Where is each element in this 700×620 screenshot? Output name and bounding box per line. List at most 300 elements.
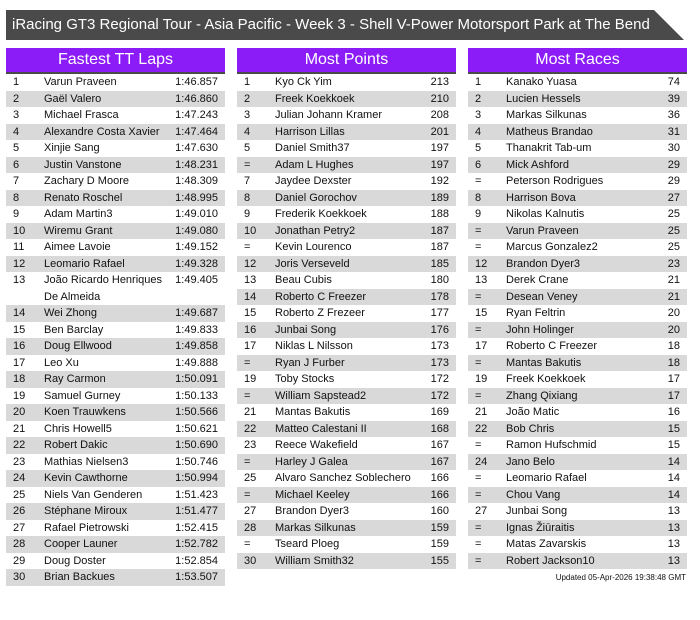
value-cell: 36 [667,109,680,121]
name-cell: Harrison Bova [506,191,576,204]
rank-cell: = [475,356,482,369]
rank-cell: 2 [13,92,20,105]
value-cell: 187 [430,224,449,237]
name-cell: Ramon Hufschmid [506,439,597,451]
value-cell: 29 [667,175,680,187]
value-cell: 16 [667,406,680,418]
value-cell: 27 [667,191,680,204]
name-cell: Freek Koekkoek [506,373,586,385]
name-cell: Adam Martin3 [44,208,113,220]
rank-cell: 5 [475,142,482,154]
name-cell: Cooper Launer [44,538,118,550]
name-cell: Toby Stocks [275,373,335,385]
rank-cell: 5 [244,142,251,154]
table-row [468,338,687,355]
rank-cell: 15 [475,307,488,319]
name-cell: Chris Howell5 [44,422,112,435]
rank-cell: 27 [244,505,257,517]
rank-cell: 28 [244,521,257,534]
name-cell: Wiremu Grant [44,224,113,237]
value-cell: 188 [430,208,449,220]
rank-cell: 17 [244,340,257,352]
table-row [468,388,687,405]
value-cell: 159 [430,521,449,534]
name-cell: Koen Trauwkens [44,406,126,418]
table-row [237,140,456,157]
rank-cell: 4 [475,125,482,138]
value-cell: 18 [667,356,680,369]
value-cell: 1:48.231 [175,158,218,171]
name-cell: Peterson Rodrigues [506,175,604,187]
name-cell: Matas Zavarskis [506,538,587,550]
table-row [237,107,456,124]
name-cell: Beau Cubis [275,274,332,286]
rank-cell: 10 [244,224,257,237]
rank-cell: 21 [475,406,488,418]
table-row [6,140,225,157]
name-cell: Wei Zhong [44,307,97,319]
value-cell: 208 [430,109,449,121]
name-cell: João Ricardo Henriques De Almeida [44,274,163,303]
table-row [237,157,456,174]
value-cell: 13 [667,538,680,550]
value-cell: 13 [667,521,680,534]
name-cell: Mick Ashford [506,158,569,171]
table-row [237,74,456,91]
value-cell: 1:50.621 [175,422,218,435]
rank-cell: 24 [13,472,26,484]
updated-timestamp: Updated 05-Apr-2026 19:38:48 GMT [555,573,686,582]
rank-cell: 22 [13,439,26,451]
table-row [237,371,456,388]
value-cell: 169 [430,406,449,418]
value-cell: 1:49.328 [175,257,218,270]
name-cell: Junbai Song [506,505,568,517]
name-cell: Daniel Gorochov [275,191,357,204]
table-row [468,74,687,91]
table-row [468,454,687,471]
value-cell: 39 [667,92,680,105]
table-row [468,470,687,487]
name-cell: Niels Van Genderen [44,488,143,501]
table-row [468,91,687,108]
table-row [468,322,687,339]
rank-cell: = [244,241,251,253]
value-cell: 210 [430,92,449,105]
table-row [237,355,456,372]
most-points-table [237,48,456,569]
table-row [468,140,687,157]
table-row [237,404,456,421]
table-row [237,256,456,273]
rank-cell: = [475,323,482,336]
name-cell: Desean Veney [506,290,578,303]
rank-cell: 8 [13,191,20,204]
name-cell: Mantas Bakutis [275,406,351,418]
name-cell: Junbai Song [275,323,337,336]
rank-cell: 11 [13,241,25,253]
value-cell: 20 [667,323,680,336]
value-cell: 13 [667,554,680,567]
table-row [468,371,687,388]
value-cell: 155 [430,554,449,567]
name-cell: Brandon Dyer3 [506,257,580,270]
name-cell: Doug Doster [44,554,106,567]
table-row [237,239,456,256]
table-row [468,256,687,273]
table-row [468,107,687,124]
name-cell: Niklas L Nilsson [275,340,353,352]
rank-cell: 6 [13,158,20,171]
rank-cell: 12 [475,257,488,270]
table-row [237,173,456,190]
name-cell: Leo Xu [44,356,79,369]
rank-cell: 24 [475,455,488,468]
table-row [468,553,687,570]
name-cell: Marcus Gonzalez2 [506,241,598,253]
rank-cell: 1 [475,76,482,88]
name-cell: Zhang Qixiang [506,389,578,402]
table-row [468,421,687,438]
value-cell: 1:50.994 [175,472,218,484]
rank-cell: 30 [244,554,257,567]
value-cell: 180 [430,274,449,286]
rank-cell: 26 [13,505,26,517]
rank-cell: 18 [13,373,26,385]
value-cell: 167 [430,455,449,468]
rank-cell: 17 [475,340,488,352]
name-cell: Julian Johann Kramer [275,109,383,121]
name-cell: William Sapstead2 [275,389,367,402]
rank-cell: 2 [244,92,251,105]
table-row [6,223,225,240]
value-cell: 1:49.152 [175,241,218,253]
table-row [6,536,225,553]
name-cell: Michael Frasca [44,109,119,121]
name-cell: William Smith32 [275,554,354,567]
value-cell: 1:50.091 [175,373,218,385]
rank-cell: 1 [244,76,251,88]
rank-cell: = [475,554,482,567]
table-row [237,437,456,454]
value-cell: 1:50.133 [175,389,218,402]
table-title: Most Races [468,48,687,74]
table-row [6,421,225,438]
table-rows [6,74,225,586]
table-row [237,91,456,108]
table-row [6,173,225,190]
rank-cell: = [475,224,482,237]
name-cell: Gaël Valero [44,92,102,105]
table-row [468,536,687,553]
rank-cell: 17 [13,356,26,369]
table-row [237,503,456,520]
value-cell: 1:52.854 [175,554,218,567]
name-cell: Harrison Lillas [275,125,345,138]
table-row [6,487,225,504]
value-cell: 23 [667,257,680,270]
value-cell: 1:49.080 [175,224,218,237]
name-cell: Matteo Calestani II [275,422,367,435]
name-cell: Samuel Gurney [44,389,121,402]
table-row [6,190,225,207]
name-cell: Brandon Dyer3 [275,505,349,517]
table-row [237,223,456,240]
name-cell: Robert Dakic [44,439,108,451]
rank-cell: 22 [475,422,488,435]
rank-cell: 1 [13,76,20,88]
rank-cell: = [475,488,482,501]
value-cell: 1:48.309 [175,175,218,187]
name-cell: Markas Silkunas [506,109,587,121]
rank-cell: 4 [13,125,20,138]
name-cell: Bob Chris [506,422,555,435]
table-row [237,520,456,537]
table-row [468,503,687,520]
value-cell: 74 [667,76,680,88]
name-cell: João Matic [506,406,560,418]
rank-cell: 12 [13,257,26,270]
name-cell: Michael Keeley [275,488,350,501]
table-row [468,190,687,207]
value-cell: 14 [667,472,680,484]
name-cell: Mantas Bakutis [506,356,582,369]
rank-cell: = [475,521,482,534]
rank-cell: = [475,439,482,451]
value-cell: 197 [430,158,449,171]
value-cell: 1:49.687 [175,307,218,319]
table-row [6,520,225,537]
table-row [6,454,225,471]
rank-cell: = [475,241,482,253]
value-cell: 29 [667,158,680,171]
name-cell: Leomario Rafael [44,257,125,270]
value-cell: 14 [667,455,680,468]
value-cell: 160 [430,505,449,517]
value-cell: 1:53.507 [175,571,218,583]
name-cell: Ignas Žiūraitis [506,521,575,534]
table-row [468,305,687,322]
name-cell: Rafael Pietrowski [44,521,129,534]
table-row [6,371,225,388]
value-cell: 20 [667,307,680,319]
table-row [468,520,687,537]
table-row [6,404,225,421]
rank-cell: 7 [13,175,20,187]
rank-cell: 19 [244,373,257,385]
name-cell: Derek Crane [506,274,569,286]
table-row [6,355,225,372]
table-row [6,256,225,273]
value-cell: 172 [430,389,449,402]
value-cell: 168 [430,422,449,435]
name-cell: Leomario Rafael [506,472,587,484]
name-cell: Stéphane Miroux [44,505,128,517]
table-row [468,173,687,190]
table-title: Most Points [237,48,456,74]
table-row [468,223,687,240]
value-cell: 1:46.860 [175,92,218,105]
name-cell: Chou Vang [506,488,561,501]
name-cell: Jonathan Petry2 [275,224,356,237]
name-cell: Ryan J Furber [275,356,345,369]
rank-cell: 20 [13,406,26,418]
rank-cell: 16 [244,323,257,336]
name-cell: Ray Carmon [44,373,106,385]
value-cell: 1:50.746 [175,455,218,468]
value-cell: 187 [430,241,449,253]
table-row [468,404,687,421]
name-cell: Jano Belo [506,455,555,468]
table-row [237,305,456,322]
name-cell: Alvaro Sanchez Soblechero [275,472,411,484]
table-row [6,338,225,355]
name-cell: Brian Backues [44,571,115,583]
most-races-table [468,48,687,569]
value-cell: 159 [430,538,449,550]
rank-cell: 15 [244,307,257,319]
name-cell: Daniel Smith37 [275,142,350,154]
name-cell: Zachary D Moore [44,175,129,187]
name-cell: Jaydee Dexster [275,175,352,187]
rank-cell: 9 [244,208,251,220]
value-cell: 213 [430,76,449,88]
value-cell: 1:49.010 [175,208,218,220]
value-cell: 185 [430,257,449,270]
name-cell: Frederik Koekkoek [275,208,367,220]
value-cell: 166 [430,472,449,484]
table-row [468,206,687,223]
rank-cell: = [244,356,251,369]
name-cell: Varun Praveen [506,224,579,237]
rank-cell: 12 [244,257,257,270]
name-cell: Harley J Galea [275,455,348,468]
rank-cell: 15 [13,323,26,336]
name-cell: Aimee Lavoie [44,241,111,253]
rank-cell: 3 [244,109,251,121]
table-row [6,470,225,487]
table-row [6,272,225,305]
value-cell: 201 [430,125,449,138]
rank-cell: 14 [244,290,257,303]
value-cell: 172 [430,373,449,385]
name-cell: Freek Koekkoek [275,92,355,105]
table-rows [468,74,687,569]
name-cell: Renato Roschel [44,191,123,204]
value-cell: 25 [667,208,680,220]
table-row [237,421,456,438]
table-row [6,437,225,454]
table-row [237,536,456,553]
value-cell: 173 [430,340,449,352]
table-row [237,190,456,207]
rank-cell: 21 [244,406,257,418]
rank-cell: 3 [13,109,20,121]
rank-cell: = [244,488,251,501]
table-row [468,437,687,454]
name-cell: Reece Wakefield [275,439,358,451]
value-cell: 1:47.464 [175,125,218,138]
rank-cell: 22 [244,422,257,435]
value-cell: 21 [667,274,680,286]
table-row [6,239,225,256]
rank-cell: 13 [13,274,26,286]
name-cell: Kevin Cawthorne [44,472,128,484]
rank-cell: = [475,175,482,187]
value-cell: 1:47.243 [175,109,218,121]
rank-cell: 16 [13,340,26,352]
page-banner [6,10,684,40]
fastest-tt-laps-table [6,48,225,586]
table-row [237,388,456,405]
value-cell: 192 [430,175,449,187]
name-cell: Lucien Hessels [506,92,581,105]
table-row [237,470,456,487]
value-cell: 1:52.782 [175,538,218,550]
name-cell: Doug Ellwood [44,340,112,352]
value-cell: 1:46.857 [175,76,218,88]
rank-cell: 23 [244,439,257,451]
table-row [468,272,687,289]
rank-cell: 25 [13,488,26,501]
name-cell: Kanako Yuasa [506,76,577,88]
rank-cell: 28 [13,538,26,550]
rank-cell: 25 [244,472,257,484]
table-row [468,355,687,372]
value-cell: 1:47.630 [175,142,218,154]
table-row [468,487,687,504]
rank-cell: 8 [244,191,251,204]
value-cell: 1:49.888 [175,356,218,369]
name-cell: Mathias Nielsen3 [44,455,129,468]
rank-cell: 14 [13,307,26,319]
rank-cell: 9 [13,208,20,220]
value-cell: 15 [667,439,680,451]
name-cell: Thanakrit Tab-um [506,142,592,154]
table-row [6,569,225,586]
name-cell: Varun Praveen [44,76,117,88]
rank-cell: 21 [13,422,26,435]
name-cell: Roberto Z Frezeer [275,307,365,319]
name-cell: Ryan Feltrin [506,307,566,319]
rank-cell: 6 [475,158,482,171]
table-row [6,553,225,570]
value-cell: 1:48.995 [175,191,218,204]
rank-cell: = [244,455,251,468]
value-cell: 1:49.833 [175,323,218,336]
rank-cell: 19 [475,373,488,385]
rank-cell: = [475,389,482,402]
name-cell: Markas Silkunas [275,521,356,534]
table-row [237,553,456,570]
rank-cell: = [244,538,251,550]
value-cell: 17 [667,389,680,402]
value-cell: 1:51.477 [175,505,218,517]
table-row [468,124,687,141]
rank-cell: 9 [475,208,482,220]
value-cell: 177 [430,307,449,319]
name-cell: Xinjie Sang [44,142,100,154]
value-cell: 25 [667,241,680,253]
table-row [237,454,456,471]
rank-cell: 13 [244,274,257,286]
value-cell: 1:52.415 [175,521,218,534]
value-cell: 1:49.405 [175,274,218,286]
rank-cell: 8 [475,191,482,204]
value-cell: 1:50.566 [175,406,218,418]
name-cell: Roberto C Freezer [506,340,598,352]
name-cell: Tseard Ploeg [275,538,340,550]
